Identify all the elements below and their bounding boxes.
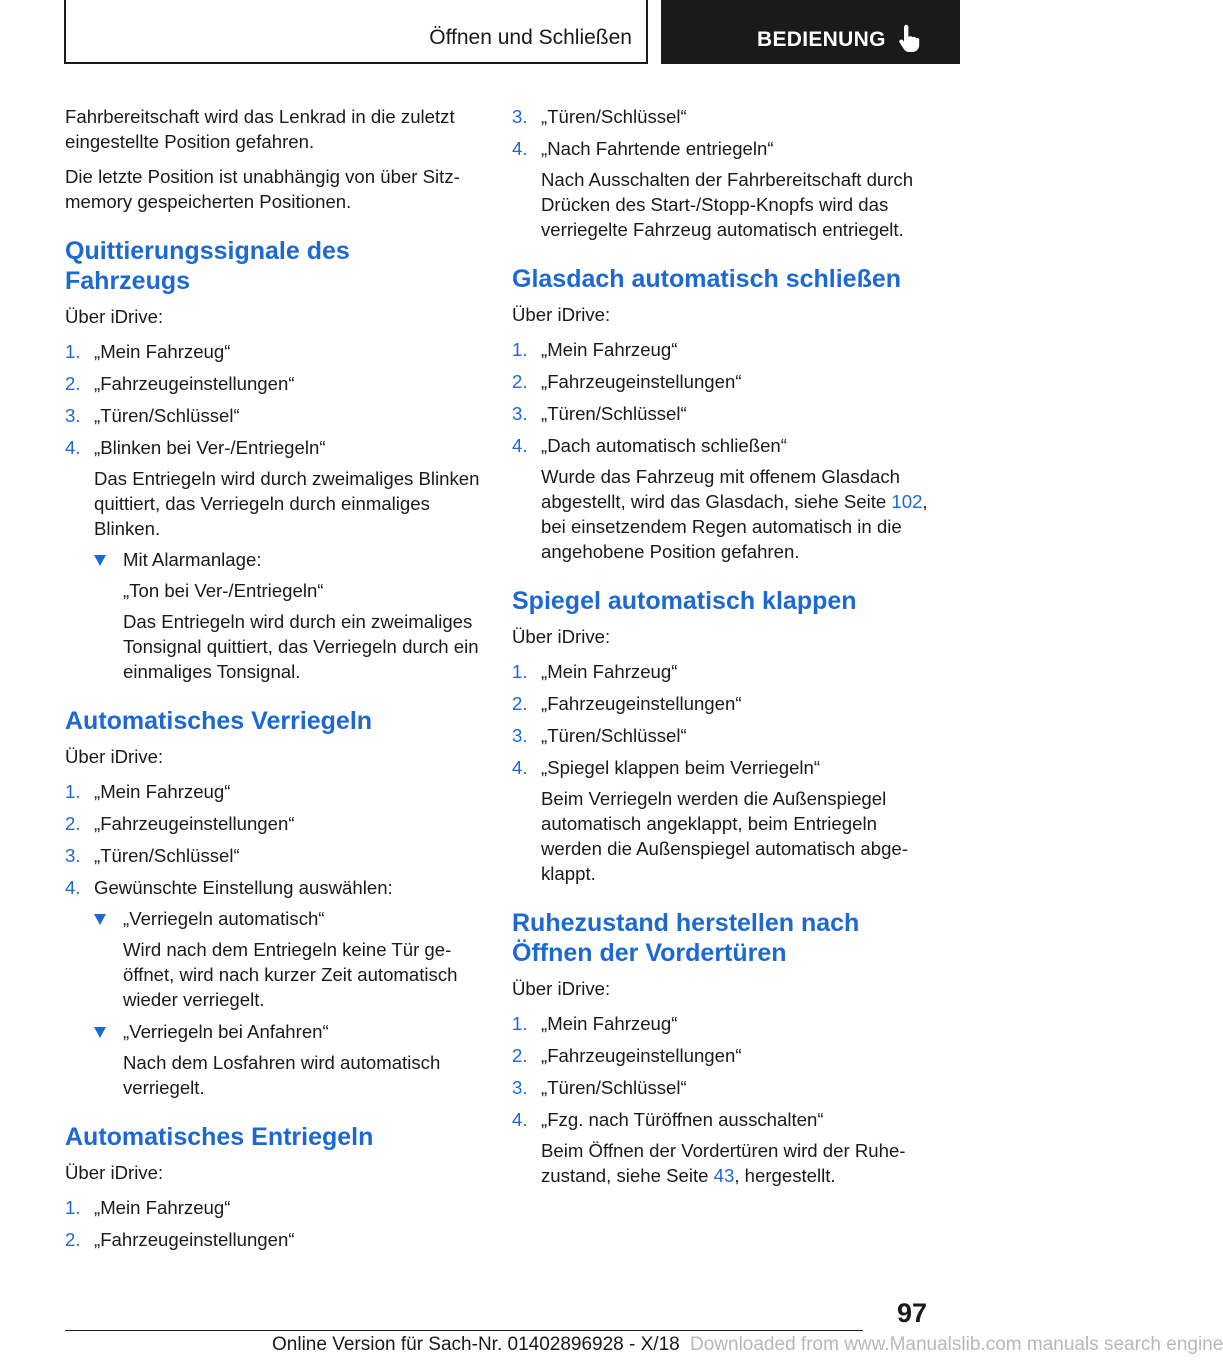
list-item [65,339,481,364]
list-item [65,1195,481,1220]
step-text: „Mein Fahrzeug“ [94,341,231,362]
sub-list [94,547,481,684]
step-number: 3. [512,403,528,424]
step-description: Das Entriegeln wird durch zweimaliges Blinken quittiert, das Verriegeln durch einmaliges Blinken. [94,468,480,539]
idrive-intro: Über iDrive: [512,304,611,325]
step-description [541,1138,928,1188]
idrive-intro: Über iDrive: [512,626,611,647]
auto-unlock-steps [65,1195,481,1252]
sub-description: Das Entriegeln wird durch ein zweimaliges Tonsignal quittiert, das Verriegeln durch ein einmaliges Tonsignal. [123,611,479,682]
step-text: Gewünschte Einstellung auswählen: [94,877,393,898]
list-item [512,723,928,748]
sub-list [94,906,481,1100]
step-text: „Mein Fahrzeug“ [541,661,678,682]
heading-automatisches-verriegeln: Automatisches Verriegeln [65,707,373,735]
idrive-intro: Über iDrive: [65,746,164,767]
step-number: 1. [65,341,81,362]
list-item [65,779,481,804]
list-item [512,755,928,886]
heading-spiegel: Spiegel automatisch klappen [512,587,857,615]
step-number: 1. [65,1197,81,1218]
step-text: „Fahrzeugeinstellungen“ [541,1045,742,1066]
step-text: „Fahrzeugeinstellungen“ [541,371,742,392]
step-text: „Nach Fahrtende entriegeln“ [541,138,774,159]
header-section-frame [64,0,648,64]
list-item [65,371,481,396]
page-number: 97 [896,1298,927,1328]
step-number: 3. [512,1077,528,1098]
step-text: „Dach automatisch schließen“ [541,435,787,456]
list-item [512,691,928,716]
step-number: 2. [65,813,81,834]
step-text: „Fzg. nach Türöffnen ausschalten“ [541,1109,824,1130]
heading-ruhezustand: Ruhezustand herstellen nach Öffnen der Vordertüren [512,909,860,967]
auto-unlock-steps-continued [512,104,928,242]
step-text: „Spiegel klappen beim Verriegeln“ [541,757,821,778]
heading-automatisches-entriegeln: Automatisches Entriegeln [65,1123,374,1151]
list-item [65,435,481,684]
triangle-bullet-icon [94,555,106,566]
list-item [512,401,928,426]
step-text: „Türen/Schlüssel“ [541,725,687,746]
sub-list-item [94,1019,481,1100]
step-text: „Fahrzeugeinstellungen“ [94,813,295,834]
footer-divider [65,1330,863,1331]
page-link-102[interactable]: 102 [891,491,923,512]
step-description: Beim Verriegeln werden die Außenspiegel automatisch angeklappt, beim Entriegeln werden die Außenspiegel automatisch abgeklappt. [541,788,908,884]
manualslib-watermark: Downloaded from www.Manualslib.com manuals search engine [690,1334,1223,1355]
step-number: 4. [512,138,528,159]
left-column [65,104,481,1259]
quittierung-steps [65,339,481,684]
idrive-intro: Über iDrive: [65,306,164,327]
step-number: 2. [512,1045,528,1066]
step-number: 2. [65,373,81,394]
list-item [512,659,928,684]
page-header [0,0,960,66]
sub-text: „Verriegeln automatisch“ [123,908,325,929]
step-number: 4. [512,757,528,778]
step-text: „Fahrzeugeinstellungen“ [94,1229,295,1250]
header-chapter-tab [661,0,960,64]
page-link-43[interactable]: 43 [713,1165,735,1186]
step-number: 4. [512,435,528,456]
sub-description: Wird nach dem Entriegeln keine Tür geöffnet, wird nach kurzer Zeit automatisch wieder verriegelt. [123,939,458,1010]
intro-paragraph-2: Die letzte Position ist unabhängig von über Sitzmemory gespeicherten Positionen. [65,166,460,212]
step-number: 4. [65,877,81,898]
footer-online-version: Online Version für Sach-Nr. 01402896928 - X/18 [272,1334,680,1355]
sub-list-item [94,906,481,1012]
list-item [65,1227,481,1252]
description-text: Wurde das Fahrzeug mit offenem Glasdach abgestellt, wird das Glasdach, siehe Seite [541,466,900,512]
sub-option: „Ton bei Ver-/Entriegeln“ [123,580,324,601]
step-number: 4. [65,437,81,458]
sub-description: Nach dem Losfahren wird automatisch verriegelt. [123,1052,441,1098]
step-number: 2. [512,371,528,392]
step-number: 1. [65,781,81,802]
list-item [512,369,928,394]
step-text: „Mein Fahrzeug“ [94,781,231,802]
glasdach-steps [512,337,928,564]
sub-list-item [94,547,481,684]
list-item [65,875,481,1100]
heading-glasdach: Glasdach automatisch schließen [512,265,902,293]
step-number: 4. [512,1109,528,1130]
idrive-intro: Über iDrive: [512,978,611,999]
step-description: Nach Ausschalten der Fahrbereitschaft durch Drücken des Start-/Stopp-Knopfs wird das verriegelte Fahrzeug automatisch entriegelt. [541,169,914,240]
step-number: 1. [512,661,528,682]
step-number: 1. [512,1013,528,1034]
step-text: „Mein Fahrzeug“ [94,1197,231,1218]
step-text: „Türen/Schlüssel“ [94,405,240,426]
step-number: 3. [512,106,528,127]
sub-text: „Verriegeln bei Anfahren“ [123,1021,329,1042]
idrive-intro: Über iDrive: [65,1162,164,1183]
step-number: 1. [512,339,528,360]
step-number: 2. [65,1229,81,1250]
step-number: 3. [65,845,81,866]
step-text: „Fahrzeugeinstellungen“ [94,373,295,394]
list-item [512,337,928,362]
step-text: „Mein Fahrzeug“ [541,1013,678,1034]
list-item [512,1107,928,1188]
list-item [65,403,481,428]
step-text: „Blinken bei Ver-/Entriegeln“ [94,437,326,458]
step-text: „Mein Fahrzeug“ [541,339,678,360]
step-text: „Türen/Schlüssel“ [94,845,240,866]
triangle-bullet-icon [94,914,106,925]
spiegel-steps [512,659,928,886]
right-column [512,104,928,1195]
list-item [512,433,928,564]
step-description [541,464,928,564]
auto-lock-steps [65,779,481,1100]
triangle-bullet-icon [94,1027,106,1038]
list-item [512,1043,928,1068]
header-chapter-label: BEDIENUNG [757,28,886,51]
sub-text: Mit Alarmanlage: [123,549,262,570]
step-number: 3. [512,725,528,746]
step-text: „Türen/Schlüssel“ [541,1077,687,1098]
list-item [512,104,928,129]
list-item [512,136,928,242]
description-text: Beim Öffnen der Vordertüren wird der Ruhezustand, siehe Seite [541,1140,906,1186]
heading-quittierungssignale: Quittierungssignale des Fahrzeugs [65,237,350,295]
list-item [65,811,481,836]
step-number: 2. [512,693,528,714]
step-text: „Fahrzeugeinstellungen“ [541,693,742,714]
step-text: „Türen/Schlüssel“ [541,106,687,127]
header-section-title: Öffnen und Schließen [429,26,632,49]
list-item [512,1011,928,1036]
step-number: 3. [65,405,81,426]
hand-pointer-icon [895,24,921,54]
ruhezustand-steps [512,1011,928,1188]
list-item [512,1075,928,1100]
description-text: , hergestellt. [734,1165,836,1186]
step-text: „Türen/Schlüssel“ [541,403,687,424]
intro-paragraph-1: Fahrbereitschaft wird das Lenkrad in die zuletzt eingestellte Position gefahren. [65,106,455,152]
description-text: , bei einsetzendem Regen automatisch in die angehobene Position gefahren. [541,491,928,562]
list-item [65,843,481,868]
